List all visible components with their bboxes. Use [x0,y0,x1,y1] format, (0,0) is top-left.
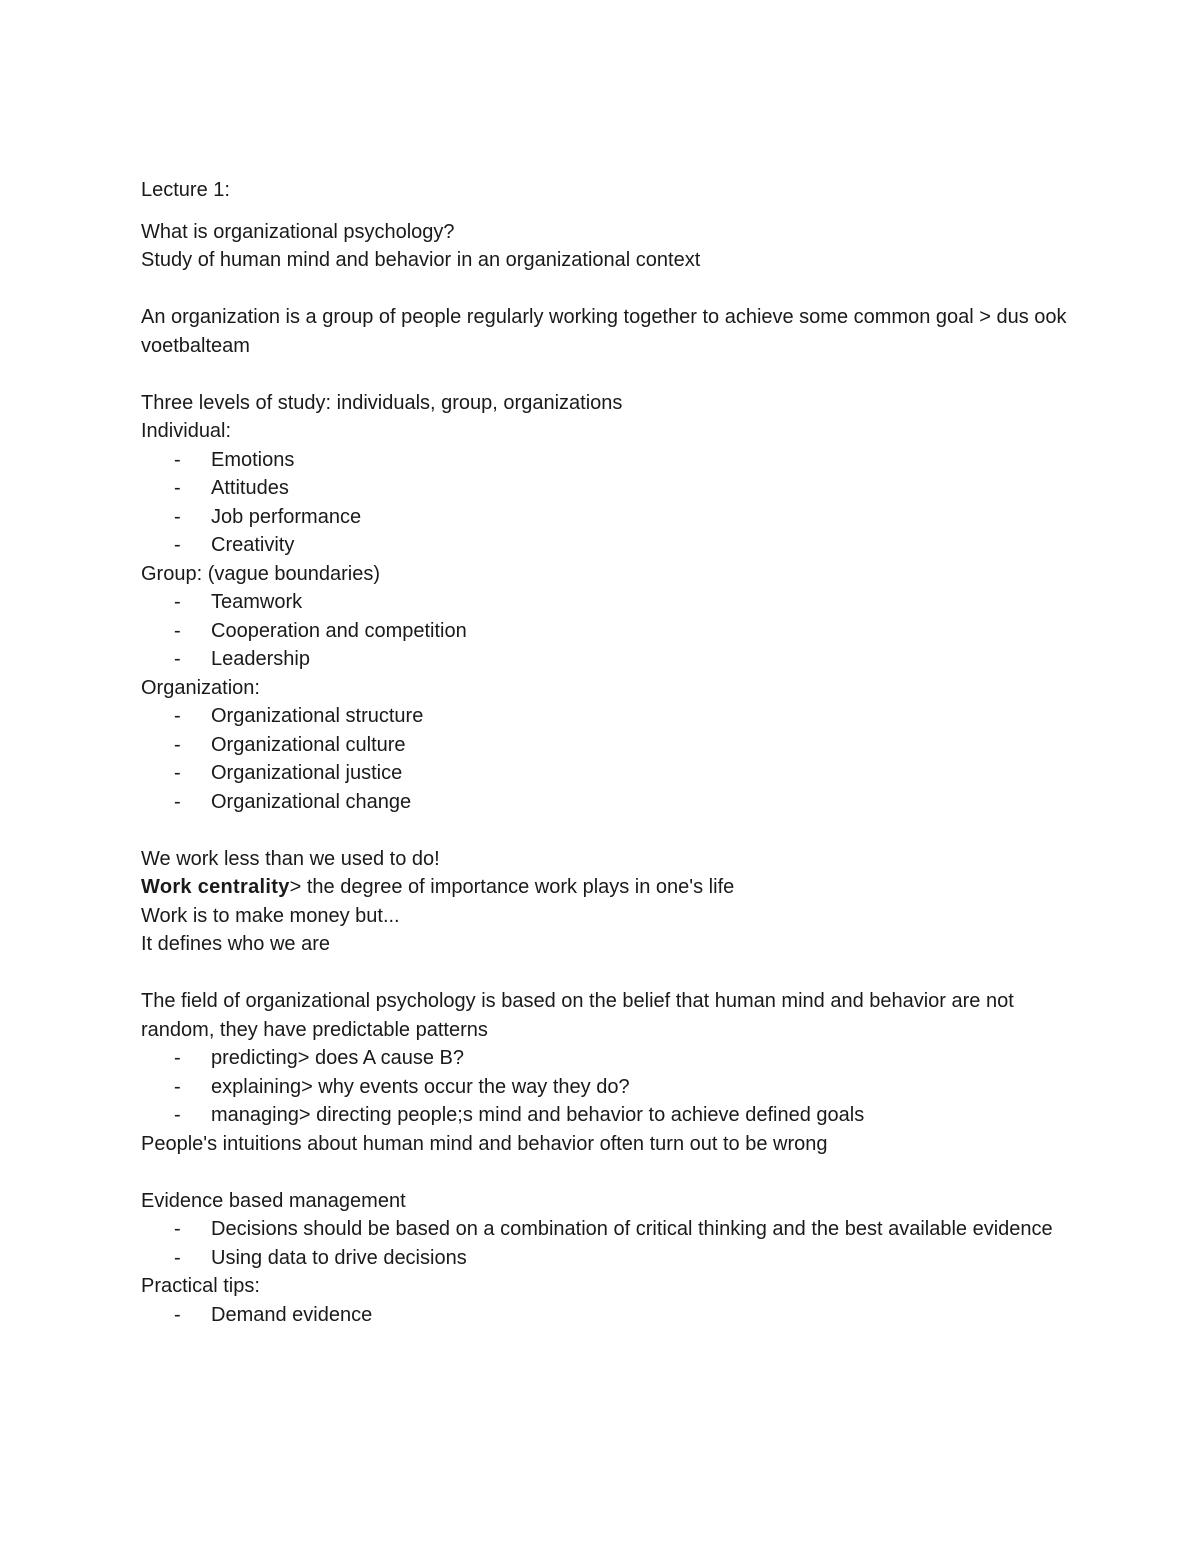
work-money-line: Work is to make money but... [141,904,400,927]
spacer [141,275,1071,304]
list-item: - Attitudes [141,474,1071,503]
spacer [141,1158,1071,1187]
list-item: - Cooperation and competition [141,617,1071,646]
list-item: - explaining> why events occur the way they do? [141,1073,1071,1102]
bullet-dash: - [174,505,181,528]
bullet-dash: - [174,477,181,499]
bullet-dash: - [174,1218,181,1240]
document-page [141,176,1071,1329]
list-item: - Using data to drive decisions [141,1244,1071,1273]
practical-tips-label: Practical tips: [141,1275,260,1297]
spacer [141,816,1071,845]
bullet-dash: - [174,591,181,613]
list-item: - Job performance [141,503,1071,532]
bullet-dash: - [174,705,181,727]
group-label: Group: (vague boundaries) [141,562,381,585]
organization-definition: An organization is a group of people regularly working together to achieve some common goal > dus ook voetbalteam [141,306,1067,357]
bullet-dash: - [174,1303,181,1326]
work-centrality-term: Work centrality [141,876,290,898]
list-item: - Demand evidence [141,1301,1071,1330]
work-defines-line: It defines who we are [141,933,330,955]
work-less-line: We work less than we used to do! [141,847,440,870]
list-item: - Creativity [141,531,1071,560]
list-item: - managing> directing people;s mind and behavior to achieve defined goals [141,1101,1071,1130]
list-item: - Decisions should be based on a combination of critical thinking and the best available evidence [141,1215,1071,1244]
work-centrality-definition: > the degree of importance work plays in one's life [289,876,735,898]
intro-question: What is organizational psychology? [141,220,455,243]
levels-heading: Three levels of study: individuals, group, organizations [141,391,623,414]
list-item: - Leadership [141,645,1071,674]
bullet-dash: - [174,762,181,784]
bullet-dash: - [174,648,181,670]
bullet-dash: - [174,733,181,756]
bullet-dash: - [174,534,181,556]
intro-answer: Study of human mind and behavior in an organizational context [141,249,701,271]
list-item: - predicting> does A cause B? [141,1044,1071,1073]
list-item: - Organizational change [141,788,1071,817]
list-item: - Organizational justice [141,759,1071,788]
evidence-heading: Evidence based management [141,1189,406,1212]
bullet-dash: - [174,1075,181,1098]
bullet-dash: - [174,1104,181,1126]
work-centrality-line [141,873,1071,902]
spacer [141,360,1071,389]
field-paragraph: The field of organizational psychology is based on the belief that human mind and behavior are not random, they have predictable patterns [141,990,1014,1041]
bullet-dash: - [174,1047,181,1069]
bullet-dash: - [174,619,181,642]
individual-label: Individual: [141,420,232,442]
bullet-dash: - [174,790,181,813]
list-item: - Organizational culture [141,731,1071,760]
list-item: - Emotions [141,446,1071,475]
organization-label: Organization: [141,676,260,699]
bullet-dash: - [174,1246,181,1269]
intuitions-line: People's intuitions about human mind and behavior often turn out to be wrong [141,1132,828,1155]
lecture-title: Lecture 1: [141,179,230,201]
bullet-dash: - [174,448,181,471]
spacer [141,959,1071,988]
spacer [141,205,1071,218]
list-item: - Organizational structure [141,702,1071,731]
list-item: - Teamwork [141,588,1071,617]
